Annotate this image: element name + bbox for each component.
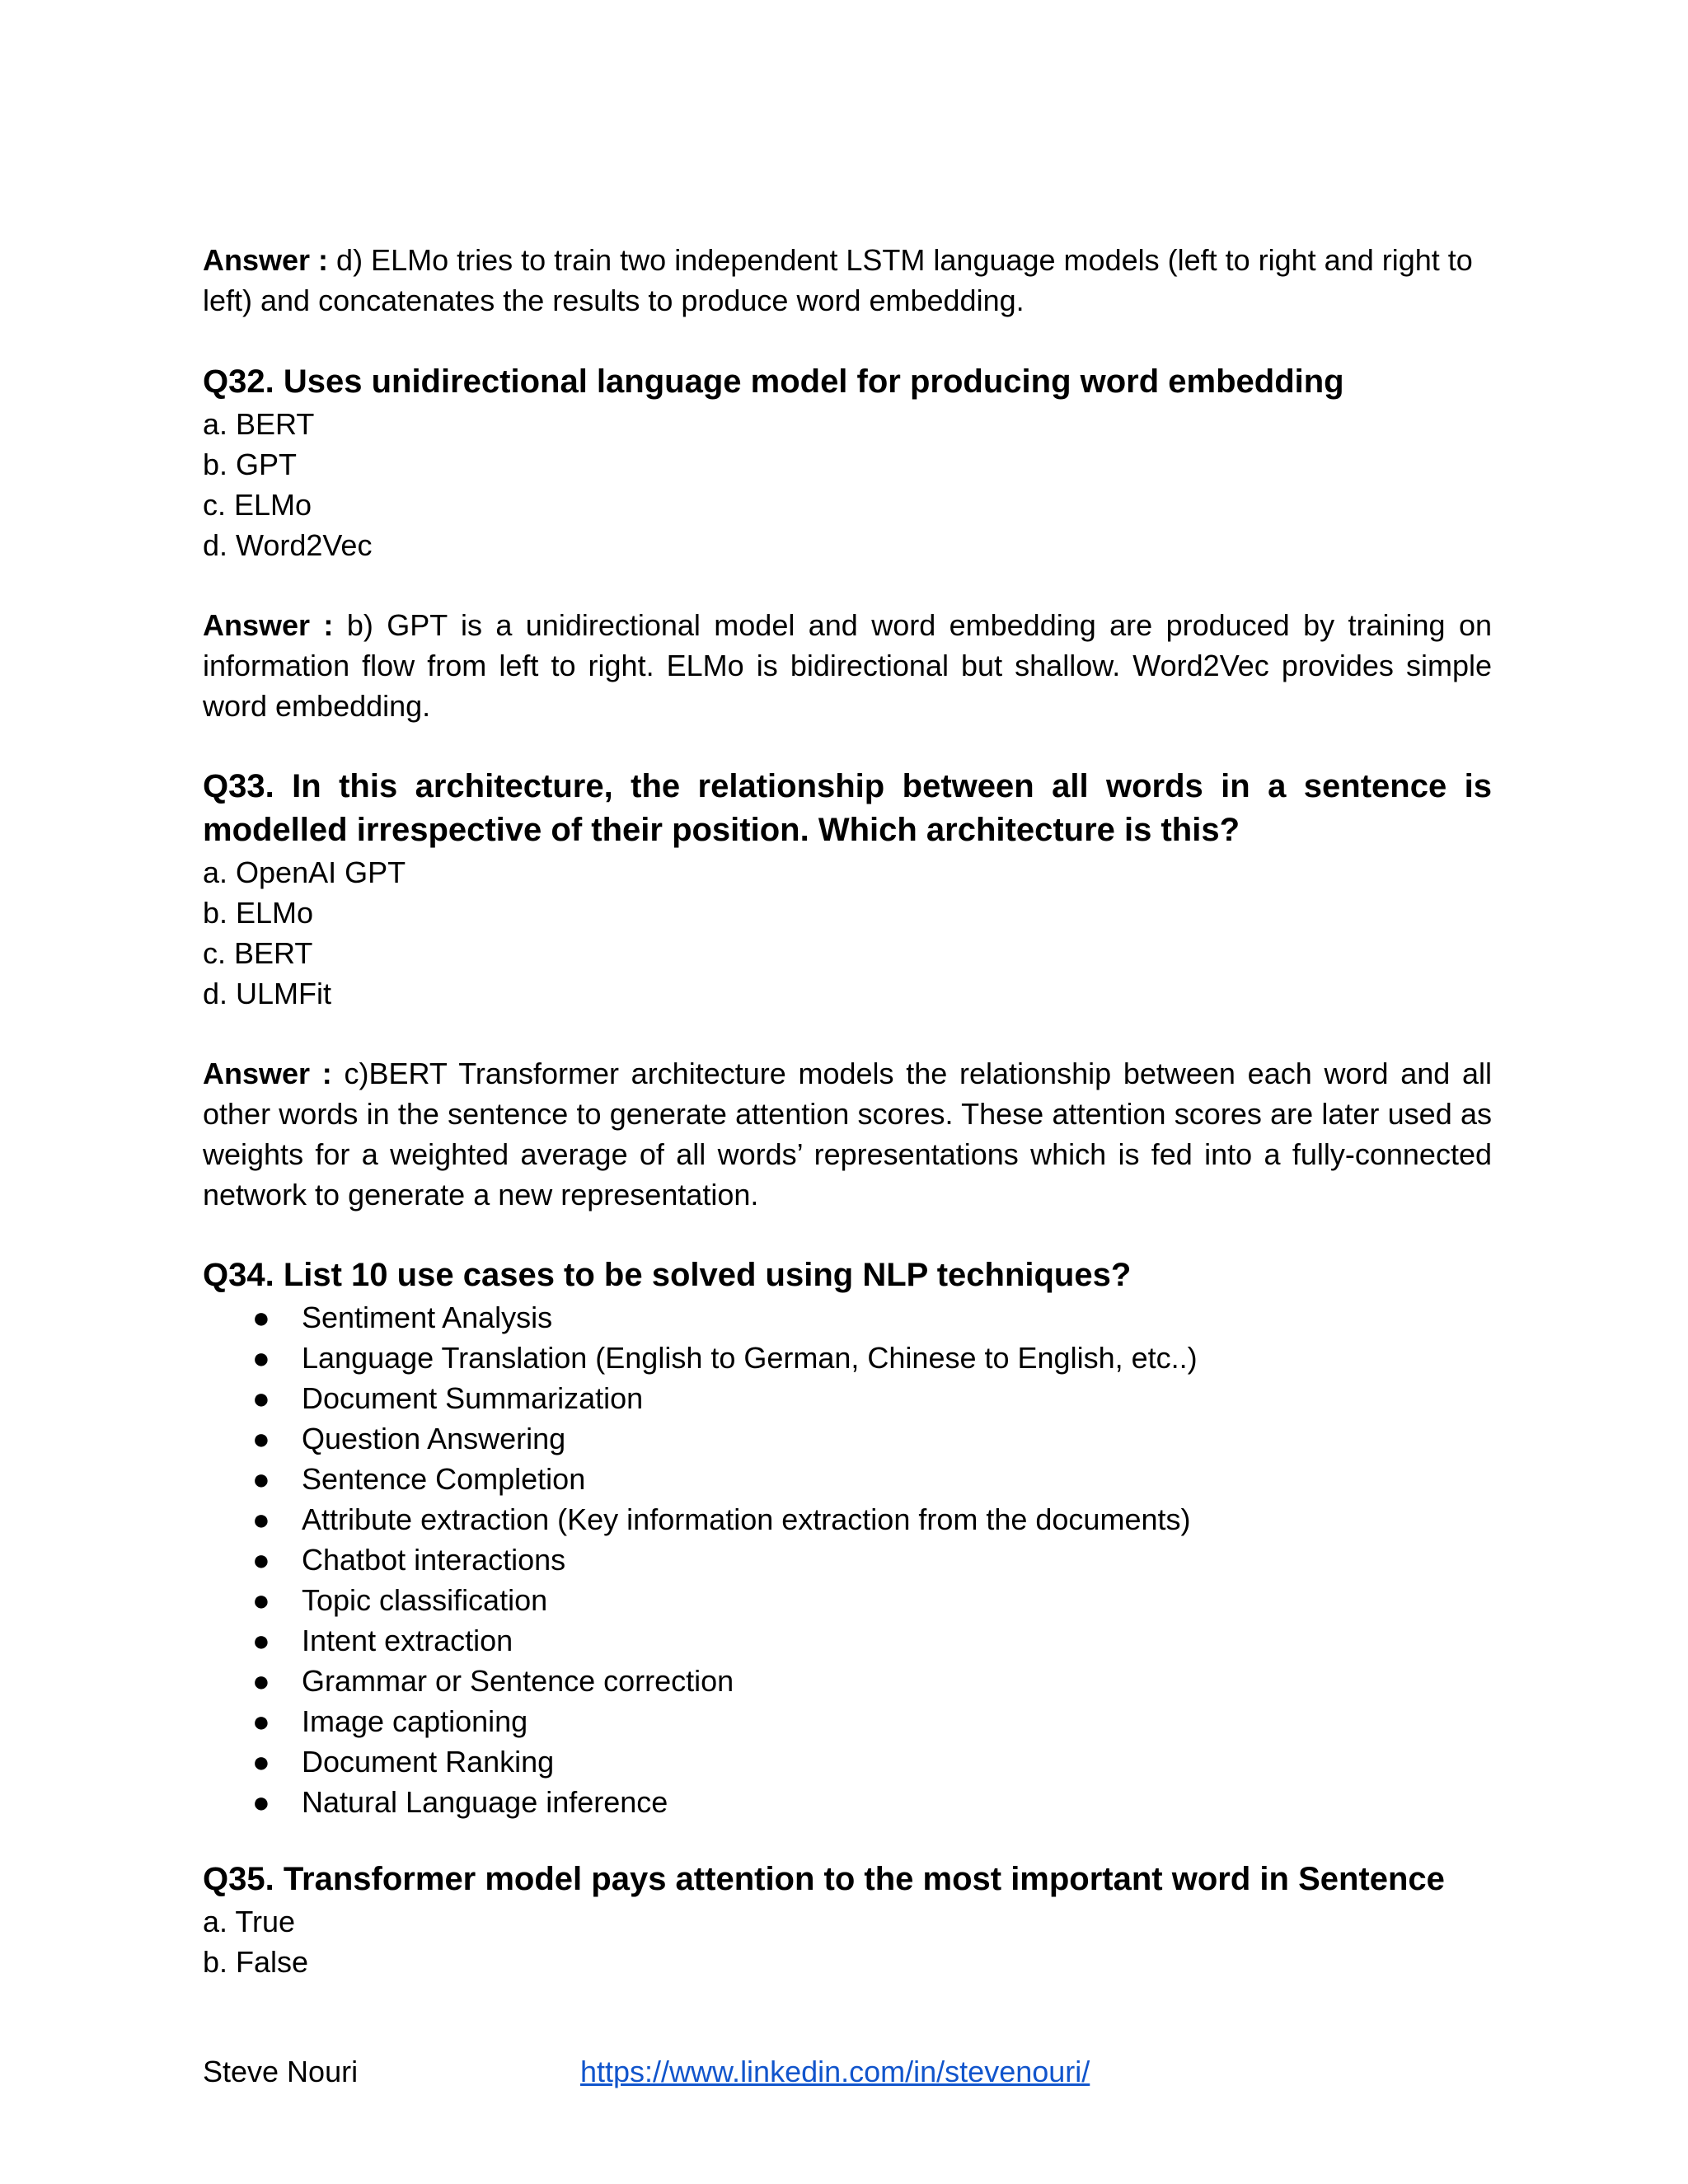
list-item: ● Question Answering	[252, 1418, 1198, 1459]
option-item: c. BERT	[203, 936, 313, 970]
list-item: ● Intent extraction	[252, 1620, 1198, 1661]
option-item: a. True	[203, 1905, 296, 1938]
options-q32	[203, 404, 372, 565]
options-q35	[203, 1901, 308, 1982]
bullet-icon: ●	[252, 1583, 270, 1617]
bullet-icon: ●	[252, 1745, 270, 1779]
list-item: ● Grammar or Sentence correction	[252, 1661, 1198, 1701]
answer-q31	[203, 240, 1492, 321]
option-item: b. ELMo	[203, 896, 314, 930]
list-item: ● Sentence Completion	[252, 1459, 1198, 1499]
option-item: b. False	[203, 1945, 309, 1979]
bullet-icon: ●	[252, 1301, 270, 1334]
answer-q33	[203, 1053, 1492, 1215]
linkedin-link[interactable]: https://www.linkedin.com/in/stevenouri/	[580, 2055, 1090, 2088]
bullet-icon: ●	[252, 1664, 270, 1698]
option-item: a. OpenAI GPT	[203, 855, 406, 889]
answer-text: c)BERT Transformer architecture models the relationship between each word and all other words in the sentence to generate attention scores. These attention scores are later used as weights for a weighted average of all words’ representations which is fed into a fully-connected network to generate a new representation.	[203, 1057, 1493, 1212]
options-q33	[203, 852, 406, 1014]
question-q33: Q33. In this architecture, the relationship between all words in a sentence is modelled irrespective of their position. Which architecture is this?	[203, 768, 1492, 848]
bullet-icon: ●	[252, 1785, 270, 1819]
answer-label: Answer :	[203, 1057, 345, 1090]
footer-author: Steve Nouri	[203, 2055, 359, 2088]
bullet-icon: ●	[252, 1704, 270, 1738]
option-item: a. BERT	[203, 407, 315, 441]
list-item: ● Document Summarization	[252, 1378, 1198, 1418]
bullet-icon: ●	[252, 1543, 270, 1577]
list-item: ● Image captioning	[252, 1701, 1198, 1741]
question-q32: Q32. Uses unidirectional language model for producing word embedding	[203, 363, 1344, 400]
option-item: b. GPT	[203, 448, 298, 481]
answer-text: d) ELMo tries to train two independent LSTM language models (left to right and right to left) and concatenates the results to produce word embedding.	[203, 243, 1473, 317]
list-item: ● Language Translation (English to German, Chinese to English, etc..)	[252, 1338, 1198, 1378]
bullet-icon: ●	[252, 1502, 270, 1536]
list-item: ● Chatbot interactions	[252, 1540, 1198, 1580]
option-item: d. ULMFit	[203, 977, 332, 1010]
bullet-icon: ●	[252, 1341, 270, 1375]
list-item: ● Natural Language inference	[252, 1782, 1198, 1822]
answer-q32	[203, 605, 1492, 726]
bullet-icon: ●	[252, 1422, 270, 1455]
bullet-icon: ●	[252, 1624, 270, 1657]
list-item: ● Sentiment Analysis	[252, 1297, 1198, 1338]
answer-text: b) GPT is a unidirectional model and word embedding are produced by training on information flow from left to right. ELMo is bidirectional but shallow. Word2Vec provides simple word embedding.	[203, 608, 1493, 723]
option-item: c. ELMo	[203, 488, 312, 522]
bullet-icon: ●	[252, 1462, 270, 1496]
answer-label: Answer :	[203, 608, 347, 642]
question-q34: Q34. List 10 use cases to be solved using NLP techniques?	[203, 1257, 1132, 1293]
bullet-icon: ●	[252, 1381, 270, 1415]
question-q35: Q35. Transformer model pays attention to the most important word in Sentence	[203, 1861, 1445, 1897]
list-item: ● Topic classification	[252, 1580, 1198, 1620]
use-case-list	[252, 1297, 1198, 1822]
list-item: ● Attribute extraction (Key information extraction from the documents)	[252, 1499, 1198, 1540]
list-item: ● Document Ranking	[252, 1741, 1198, 1782]
answer-label: Answer :	[203, 243, 337, 277]
option-item: d. Word2Vec	[203, 528, 373, 562]
